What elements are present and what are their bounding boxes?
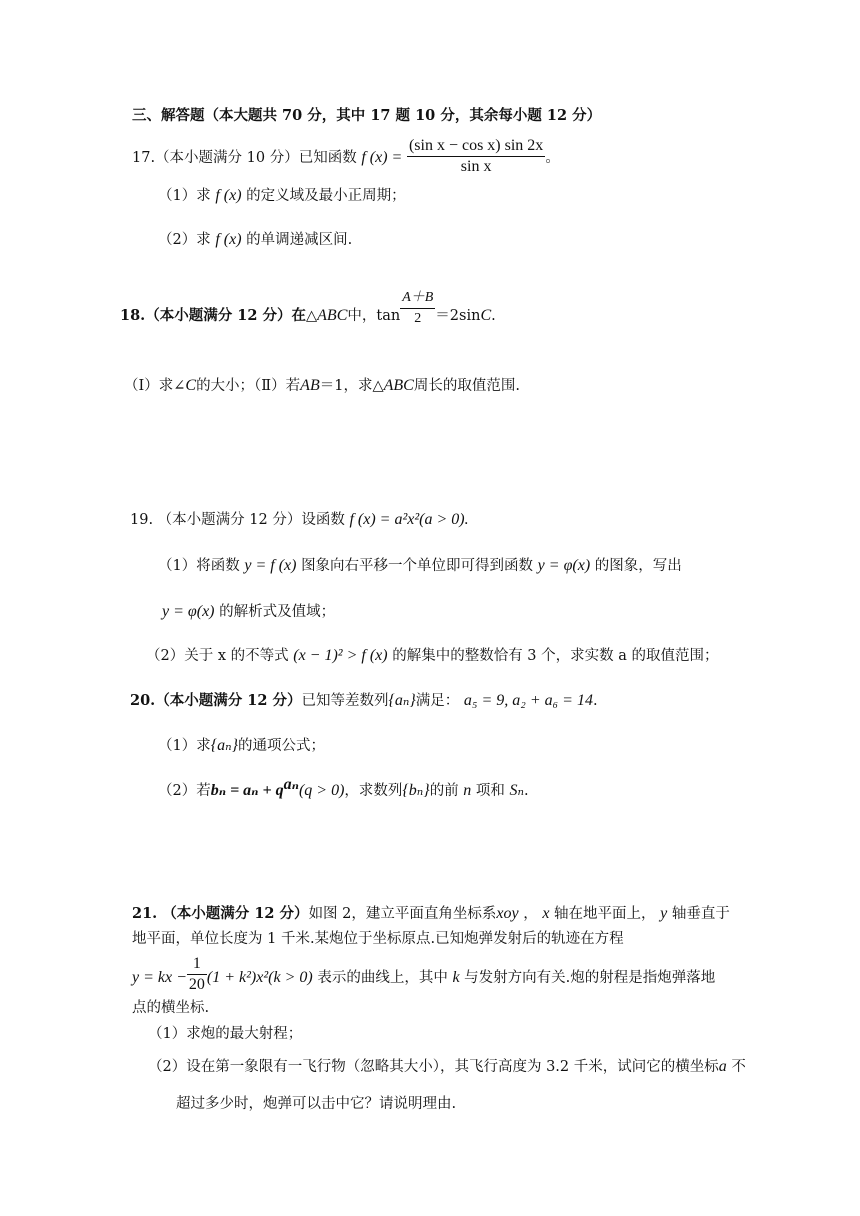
q18-intro: 18.（本小题满分 12 分）在△ [120,307,318,324]
q21-line3-k: k [452,969,460,986]
q19-part2-ineq: (x − 1)² > f (x) [293,647,388,664]
q19-part1-a: （1）将函数 [158,558,240,574]
q21-line3-a: 表示的曲线上，其中 [317,970,448,986]
question-20-part-1 [158,736,325,756]
q20-part1-b: 的通项公式； [238,738,326,754]
q18-rhs: ＝2sin [435,308,481,324]
q21-part2-a-var: a [718,1058,727,1075]
question-19-part-1 [158,556,682,576]
q20-end: . [592,693,598,709]
q19-part1-y3: y = φ(x) [162,603,215,620]
q17-denominator: sin x [460,157,492,175]
q18-parts-c: C [185,377,197,394]
q21-line1-x: x [542,905,550,922]
q18-parts-end: 周长的取值范围. [413,378,520,394]
q21-eq-rhs: (1 + k²)x²(k > 0) [206,969,313,986]
question-21-line-1 [132,904,730,924]
q21-eq-num: 1 [187,954,207,975]
q19-part1-y2: y = φ(x) [537,557,591,574]
question-18-parts [124,376,520,396]
q21-line1-e: 轴垂直于 [671,906,730,922]
question-17-part-2 [158,230,352,250]
q20-part2-exp: aₙ [283,776,299,794]
q17-fraction [407,136,545,177]
q20-part2-d: 项和 [475,783,505,799]
q19-part1-d: 的解析式及值域； [219,604,336,620]
q20-intro3: 满足： [415,693,460,709]
question-19-stem [130,510,469,530]
q19-part1-b: 图象向右平移一个单位即可得到函数 [301,558,534,574]
q18-fraction [400,288,435,329]
q17-part1-label: （1）求 [158,188,211,204]
q17-numerator: (sin x − cos x) sin 2x [407,136,545,157]
q21-line1-xoy: xoy [496,905,519,922]
q21-part2-a: （2）设在第一象限有一飞行物（忽略其大小），其飞行高度为 3.2 千米，试问它的横坐标 [148,1059,719,1075]
q20-part2-end: . [524,783,529,799]
question-21-line-2: 地平面，单位长度为 1 千米.某炮位于坐标原点.已知炮弹发射后的轨迹在方程 [132,931,624,947]
q17-part2-text: 的单调递减区间. [246,232,353,248]
q20-cond: a₅ = 9, a₂ + a₆ = 14 [463,692,593,709]
q20-part2-bseq: {bₙ} [402,782,430,799]
q20-intro: 20.（本小题满分 12 分） [130,692,302,709]
q21-eq-fraction [187,954,207,995]
q21-line3-b: 与发射方向有关.炮的射程是指炮弹落地 [464,970,716,986]
q19-func: f (x) = a²x²(a > 0). [349,511,469,528]
q21-line1-a: 21. （本小题满分 12 分） [132,905,309,922]
question-20-part-2 [158,776,529,801]
q17-part1-fx: f (x) [215,187,242,204]
q18-numerator: A＋B [400,288,435,309]
question-19-part-2 [146,646,719,666]
q19-part2-b: 的解集中的整数恰有 3 个，求实数 a 的取值范围； [392,648,719,664]
q21-line1-d: 轴在地平面上， [554,906,656,922]
question-19-part-1-cont [162,602,335,622]
section-header: 三、解答题（本大题共 70 分，其中 17 题 10 分，其余每小题 12 分） [132,107,602,124]
q17-part1-text: 的定义域及最小正周期； [246,188,406,204]
q21-line1-c: ， [523,906,538,922]
q17-part2-fx: f (x) [215,231,242,248]
q18-mid: 中，tan [347,308,401,324]
q19-part2-a: （2）关于 x 的不等式 [146,648,289,664]
q19-part1-y1: y = f (x) [244,557,297,574]
q20-part1-an: {aₙ} [210,737,239,754]
question-17-stem [132,136,560,180]
question-21-part-2-cont: 超过多少时，炮弹可以击中它？请说明理由. [176,1096,457,1112]
question-17-part-1 [158,186,406,206]
q17-part2-label: （2）求 [158,232,211,248]
q18-c: C [480,307,492,324]
q17-end: 。 [545,150,560,166]
q20-part2-c: 的前 [429,783,459,799]
question-21-line-4: 点的横坐标. [132,1000,210,1016]
q21-eq-den: 20 [188,975,205,993]
q20-part2-q: (q > 0) [298,782,345,799]
q18-end: . [491,308,496,324]
q17-intro: 17.（本小题满分 10 分）已知函数 [132,150,357,166]
q19-intro: 19. （本小题满分 12 分）设函数 [130,512,345,528]
q18-parts-a: （Ⅰ）求∠ [124,378,186,394]
q20-an: {aₙ} [388,692,416,709]
q18-parts-c2: ＝1，求△ [319,378,384,394]
q20-part2-b: ，求数列 [344,783,403,799]
q20-part2-bn: bₙ = aₙ + q [210,782,284,799]
question-21-line-3 [132,956,715,1000]
q20-part2-n: n [463,782,472,799]
q20-part2-a: （2）若 [158,783,211,799]
q20-part1-a: （1）求 [158,738,211,754]
q18-denominator: 2 [414,310,422,326]
question-20-stem [130,691,598,711]
q19-part1-c: 的图象，写出 [594,558,682,574]
q21-line1-y: y [660,905,668,922]
q18-parts-b: 的大小；（Ⅱ）若 [196,378,301,394]
question-21-part-2 [148,1057,746,1077]
q20-part2-sn: Sₙ [509,782,524,799]
question-18-stem [120,289,496,338]
q21-line1-b: 如图 2，建立平面直角坐标系 [308,906,497,922]
q18-abc: ABC [317,307,348,324]
q18-parts-abc: ABC [383,377,414,394]
q18-parts-ab: AB [300,377,320,394]
q17-lhs: f (x) = [361,149,403,166]
q21-part2-b: 不 [731,1059,746,1075]
q20-intro2: 已知等差数列 [301,693,389,709]
q21-eq-lhs: y = kx − [132,969,187,986]
question-21-part-1: （1）求炮的最大射程； [148,1026,303,1042]
